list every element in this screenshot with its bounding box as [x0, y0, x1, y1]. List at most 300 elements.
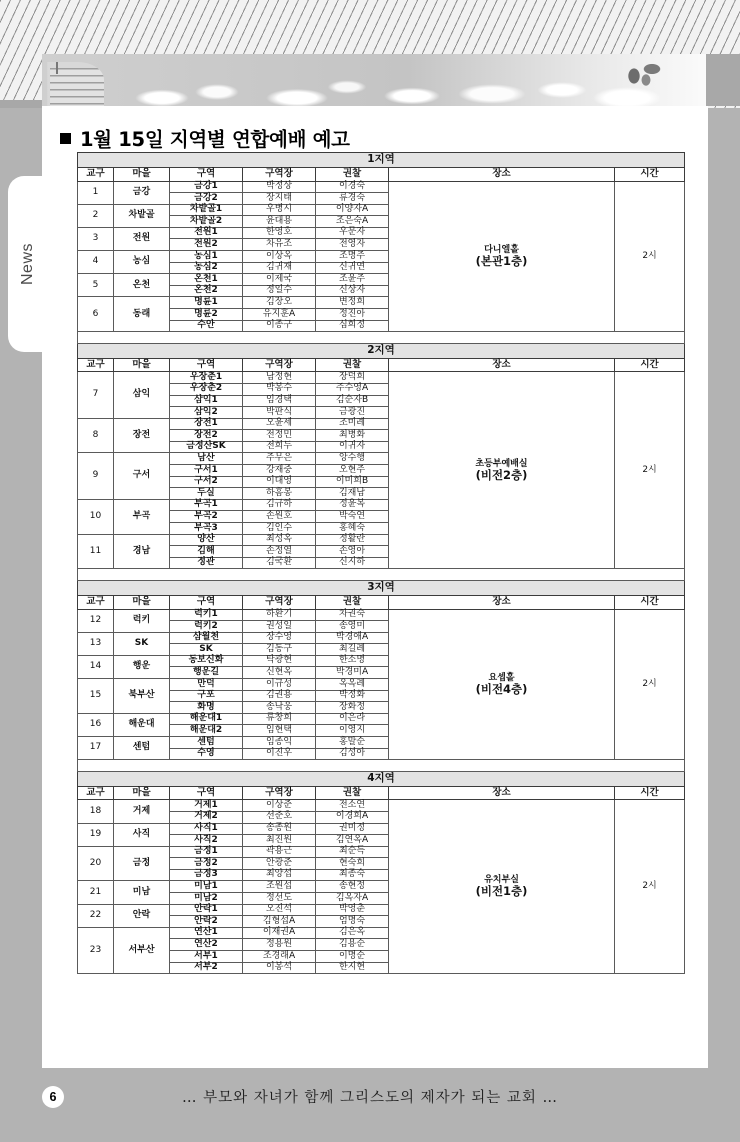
- table-row: [78, 181, 685, 193]
- district-leader-cell: 정일수: [243, 285, 316, 297]
- district-cell: 삼익2: [170, 407, 243, 419]
- warden-cell: 전소연: [316, 800, 389, 812]
- column-header-4: 권찰: [316, 168, 389, 182]
- warden-cell: 조미례: [316, 418, 389, 430]
- parish-cell: 6: [78, 297, 114, 332]
- district-cell: SK: [170, 644, 243, 656]
- column-header-3: 구역장: [243, 596, 316, 610]
- parish-cell: 11: [78, 534, 114, 569]
- district-leader-cell: 하환기: [243, 609, 316, 621]
- column-header-6: 시간: [615, 786, 685, 800]
- district-cell: 차밭골1: [170, 204, 243, 216]
- district-cell: 우장춘1: [170, 372, 243, 384]
- village-cell: 해운대: [114, 713, 170, 736]
- village-cell: 안락: [114, 904, 170, 927]
- page-title-row: [60, 124, 350, 152]
- district-cell: 차밭골2: [170, 216, 243, 228]
- column-header-0: 교구: [78, 358, 114, 372]
- district-cell: 해운대2: [170, 725, 243, 737]
- column-header-5: 장소: [389, 358, 615, 372]
- column-header-5: 장소: [389, 786, 615, 800]
- parish-cell: 20: [78, 846, 114, 881]
- district-leader-cell: 정선도: [243, 893, 316, 905]
- zone-title-row: [78, 153, 685, 168]
- district-cell: 서부1: [170, 951, 243, 963]
- warden-cell: 조명주: [316, 251, 389, 263]
- district-leader-cell: 김귀재: [243, 262, 316, 274]
- warden-cell: 최병화: [316, 430, 389, 442]
- district-leader-cell: 이규성: [243, 679, 316, 691]
- time-cell: 2시: [615, 609, 685, 760]
- village-cell: 차밭골: [114, 204, 170, 227]
- zone-title-row: [78, 771, 685, 786]
- zone-spacer: [78, 569, 685, 581]
- time-cell: 2시: [615, 181, 685, 332]
- district-cell: 농심2: [170, 262, 243, 274]
- parish-cell: 18: [78, 800, 114, 823]
- district-leader-cell: 장수영: [243, 632, 316, 644]
- zone-title: 4지역: [78, 771, 685, 786]
- place-cell: [389, 181, 615, 332]
- district-leader-cell: 박봉수: [243, 383, 316, 395]
- warden-cell: 이미희B: [316, 476, 389, 488]
- district-cell: 농심1: [170, 251, 243, 263]
- district-cell: 럭키1: [170, 609, 243, 621]
- district-leader-cell: 김인수: [243, 523, 316, 535]
- warden-cell: 오현주: [316, 465, 389, 477]
- district-cell: 수영: [170, 748, 243, 760]
- warden-cell: 신지하: [316, 557, 389, 569]
- warden-cell: 조윤주: [316, 274, 389, 286]
- district-cell: 금정3: [170, 869, 243, 881]
- district-leader-cell: 차유조: [243, 239, 316, 251]
- warden-cell: 김성아: [316, 748, 389, 760]
- parish-cell: 4: [78, 251, 114, 274]
- district-leader-cell: 이재권A: [243, 927, 316, 939]
- column-header-1: 마을: [114, 786, 170, 800]
- district-leader-cell: 임경택: [243, 395, 316, 407]
- parish-cell: 2: [78, 204, 114, 227]
- column-header-6: 시간: [615, 358, 685, 372]
- warden-cell: 조은숙A: [316, 216, 389, 228]
- column-header-2: 구역: [170, 358, 243, 372]
- mast-icon: [56, 62, 58, 74]
- parish-cell: 23: [78, 927, 114, 973]
- district-leader-cell: 전정민: [243, 430, 316, 442]
- district-cell: 구서1: [170, 465, 243, 477]
- table-row: [78, 609, 685, 621]
- district-leader-cell: 주무은: [243, 453, 316, 465]
- district-leader-cell: 하흠봉: [243, 488, 316, 500]
- parish-cell: 10: [78, 499, 114, 534]
- district-leader-cell: 류창희: [243, 713, 316, 725]
- district-cell: 행운길: [170, 667, 243, 679]
- village-cell: 미남: [114, 881, 170, 904]
- district-cell: 화명: [170, 702, 243, 714]
- district-leader-cell: 정용원: [243, 939, 316, 951]
- district-leader-cell: 조원섭: [243, 881, 316, 893]
- place-name: 초등부예배실: [475, 458, 528, 469]
- column-header-3: 구역장: [243, 168, 316, 182]
- banner-right-cap: [706, 54, 740, 106]
- warden-cell: 한지현: [316, 962, 389, 974]
- warden-cell: 주수영A: [316, 383, 389, 395]
- table-row: [78, 800, 685, 812]
- village-cell: 센텀: [114, 737, 170, 760]
- district-cell: 남산: [170, 453, 243, 465]
- warden-cell: 송현정: [316, 881, 389, 893]
- column-header-row: [78, 786, 685, 800]
- district-leader-cell: 손원호: [243, 511, 316, 523]
- warden-cell: 엄명숙: [316, 916, 389, 928]
- zone-spacer: [78, 332, 685, 344]
- district-leader-cell: 최앙섭: [243, 869, 316, 881]
- warden-cell: 박경애A: [316, 632, 389, 644]
- district-leader-cell: 김권용: [243, 690, 316, 702]
- district-leader-cell: 이봉석: [243, 962, 316, 974]
- district-leader-cell: 조경래A: [243, 951, 316, 963]
- zone-spacer-cell: [78, 760, 685, 772]
- place-name: 요셉홀: [488, 672, 515, 683]
- village-cell: 구서: [114, 453, 170, 499]
- warden-cell: 박경미A: [316, 667, 389, 679]
- district-cell: 삼월천: [170, 632, 243, 644]
- warden-cell: 박영춘: [316, 904, 389, 916]
- column-header-2: 구역: [170, 596, 243, 610]
- warden-cell: 이양자A: [316, 204, 389, 216]
- warden-cell: 이은라: [316, 713, 389, 725]
- banner-left-cap: [0, 100, 42, 108]
- village-cell: 금정: [114, 846, 170, 881]
- column-header-2: 구역: [170, 786, 243, 800]
- village-cell: 경남: [114, 534, 170, 569]
- warden-cell: 김순자B: [316, 395, 389, 407]
- column-header-6: 시간: [615, 596, 685, 610]
- warden-cell: 이영지: [316, 725, 389, 737]
- schedule-table: [77, 152, 685, 974]
- column-header-0: 교구: [78, 168, 114, 182]
- district-cell: 금강1: [170, 181, 243, 193]
- village-cell: 장전: [114, 418, 170, 453]
- warden-cell: 손영아: [316, 546, 389, 558]
- column-header-0: 교구: [78, 596, 114, 610]
- village-cell: 금강: [114, 181, 170, 204]
- village-cell: 동래: [114, 297, 170, 332]
- district-cell: 동보신화: [170, 655, 243, 667]
- district-leader-cell: 김장오: [243, 297, 316, 309]
- place-floor: (비전4층): [475, 682, 528, 697]
- column-header-3: 구역장: [243, 358, 316, 372]
- zone-title: 1지역: [78, 153, 685, 168]
- column-header-1: 마을: [114, 168, 170, 182]
- district-cell: 연산2: [170, 939, 243, 951]
- square-bullet-icon: [60, 133, 71, 144]
- district-cell: 전원1: [170, 227, 243, 239]
- parish-cell: 3: [78, 227, 114, 250]
- header-banner: [0, 0, 740, 108]
- district-cell: 금강2: [170, 193, 243, 205]
- district-leader-cell: 우병시: [243, 204, 316, 216]
- warden-cell: 신귀연: [316, 262, 389, 274]
- district-cell: 장전1: [170, 418, 243, 430]
- district-cell: 안락1: [170, 904, 243, 916]
- parish-cell: 12: [78, 609, 114, 632]
- district-cell: 부곡3: [170, 523, 243, 535]
- district-leader-cell: 오진석: [243, 904, 316, 916]
- zone-title-row: [78, 343, 685, 358]
- district-cell: 명륜2: [170, 309, 243, 321]
- district-cell: 안락2: [170, 916, 243, 928]
- village-cell: 삼익: [114, 372, 170, 418]
- village-cell: 북부산: [114, 679, 170, 714]
- column-header-4: 권찰: [316, 596, 389, 610]
- parish-cell: 8: [78, 418, 114, 453]
- warden-cell: 앙수행: [316, 453, 389, 465]
- district-leader-cell: 이상준: [243, 800, 316, 812]
- district-leader-cell: 김형섭A: [243, 916, 316, 928]
- district-cell: 부곡2: [170, 511, 243, 523]
- parish-cell: 17: [78, 737, 114, 760]
- district-cell: 수안: [170, 320, 243, 332]
- warden-cell: 한소명: [316, 655, 389, 667]
- warden-cell: 류경숙: [316, 193, 389, 205]
- district-cell: 구포: [170, 690, 243, 702]
- district-leader-cell: 임종익: [243, 737, 316, 749]
- district-leader-cell: 선준호: [243, 811, 316, 823]
- district-leader-cell: 유지훈A: [243, 309, 316, 321]
- warden-cell: 전영자: [316, 239, 389, 251]
- district-leader-cell: 신현옥: [243, 667, 316, 679]
- district-cell: 전원2: [170, 239, 243, 251]
- parish-cell: 16: [78, 713, 114, 736]
- district-cell: 사직1: [170, 823, 243, 835]
- village-cell: 부곡: [114, 499, 170, 534]
- district-cell: 삼익1: [170, 395, 243, 407]
- column-header-1: 마을: [114, 358, 170, 372]
- page-number-badge: 6: [42, 1086, 64, 1108]
- column-header-6: 시간: [615, 168, 685, 182]
- district-leader-cell: 남정현: [243, 372, 316, 384]
- parish-cell: 7: [78, 372, 114, 418]
- district-cell: 럭키2: [170, 621, 243, 633]
- parish-cell: 15: [78, 679, 114, 714]
- district-cell: 장전2: [170, 430, 243, 442]
- warden-cell: 김옥자A: [316, 893, 389, 905]
- village-cell: 행운: [114, 655, 170, 678]
- district-cell: 금정2: [170, 858, 243, 870]
- warden-cell: 박숙연: [316, 511, 389, 523]
- column-header-row: [78, 596, 685, 610]
- column-header-row: [78, 168, 685, 182]
- district-cell: 양산: [170, 534, 243, 546]
- district-leader-cell: 오윤세: [243, 418, 316, 430]
- zone-title-row: [78, 581, 685, 596]
- place-name: 유치부실: [484, 875, 519, 886]
- column-header-0: 교구: [78, 786, 114, 800]
- district-leader-cell: 김동구: [243, 644, 316, 656]
- district-leader-cell: 송종원: [243, 823, 316, 835]
- district-cell: 구서2: [170, 476, 243, 488]
- page-title: 1월 15일 지역별 연합예배 예고: [80, 128, 350, 151]
- parish-cell: 13: [78, 632, 114, 655]
- warden-cell: 김재남: [316, 488, 389, 500]
- village-cell: 사직: [114, 823, 170, 846]
- district-cell: 금정1: [170, 846, 243, 858]
- zone-title: 2지역: [78, 343, 685, 358]
- village-cell: 온천: [114, 274, 170, 297]
- district-cell: 거제1: [170, 800, 243, 812]
- place-floor: (비전2층): [475, 468, 528, 483]
- place-cell: [389, 800, 615, 974]
- district-leader-cell: 장지태: [243, 193, 316, 205]
- district-cell: 서부2: [170, 962, 243, 974]
- warden-cell: 정윤복: [316, 499, 389, 511]
- warden-cell: 이귀자: [316, 441, 389, 453]
- warden-cell: 이경숙: [316, 181, 389, 193]
- district-leader-cell: 한영호: [243, 227, 316, 239]
- zone-title: 3지역: [78, 581, 685, 596]
- warden-cell: 옥옥례: [316, 679, 389, 691]
- warden-cell: 최종숙: [316, 869, 389, 881]
- warden-cell: 금광진: [316, 407, 389, 419]
- district-leader-cell: 송낙웅: [243, 702, 316, 714]
- parish-cell: 22: [78, 904, 114, 927]
- district-cell: 정관: [170, 557, 243, 569]
- district-cell: 온천1: [170, 274, 243, 286]
- village-cell: 럭키: [114, 609, 170, 632]
- district-leader-cell: 이대영: [243, 476, 316, 488]
- warden-cell: 김은옥: [316, 927, 389, 939]
- district-leader-cell: 임현택: [243, 725, 316, 737]
- district-cell: 온천2: [170, 285, 243, 297]
- parish-cell: 9: [78, 453, 114, 499]
- district-leader-cell: 박정상: [243, 181, 316, 193]
- column-header-5: 장소: [389, 168, 615, 182]
- warden-cell: 송영미: [316, 621, 389, 633]
- schedule-table-wrap: [77, 152, 684, 974]
- parish-cell: 21: [78, 881, 114, 904]
- parish-cell: 19: [78, 823, 114, 846]
- zone-spacer-cell: [78, 332, 685, 344]
- warden-cell: 이명순: [316, 951, 389, 963]
- warden-cell: 변정희: [316, 297, 389, 309]
- district-leader-cell: 손정열: [243, 546, 316, 558]
- district-leader-cell: 권성일: [243, 621, 316, 633]
- side-tab-news[interactable]: [8, 176, 48, 352]
- district-leader-cell: 윤대용: [243, 216, 316, 228]
- warden-cell: 김연옥A: [316, 835, 389, 847]
- warden-cell: 홍혜숙: [316, 523, 389, 535]
- district-cell: 센텀: [170, 737, 243, 749]
- parish-cell: 5: [78, 274, 114, 297]
- warden-cell: 홍말순: [316, 737, 389, 749]
- parish-cell: 14: [78, 655, 114, 678]
- time-cell: 2시: [615, 800, 685, 974]
- warden-cell: 이경희A: [316, 811, 389, 823]
- district-leader-cell: 최성옥: [243, 534, 316, 546]
- warden-cell: 현숙희: [316, 858, 389, 870]
- village-cell: 거제: [114, 800, 170, 823]
- place-name: 다니엘홀: [484, 244, 519, 255]
- parish-cell: 1: [78, 181, 114, 204]
- district-cell: 거제2: [170, 811, 243, 823]
- village-cell: 농심: [114, 251, 170, 274]
- building-icon: [42, 62, 104, 106]
- district-leader-cell: 안광준: [243, 858, 316, 870]
- district-cell: 김해: [170, 546, 243, 558]
- district-leader-cell: 김규하: [243, 499, 316, 511]
- warden-cell: 최길례: [316, 644, 389, 656]
- district-leader-cell: 강재중: [243, 465, 316, 477]
- district-leader-cell: 박판식: [243, 407, 316, 419]
- warden-cell: 신상자: [316, 285, 389, 297]
- warden-cell: 장덕희: [316, 372, 389, 384]
- warden-cell: 최순득: [316, 846, 389, 858]
- district-leader-cell: 이진우: [243, 748, 316, 760]
- time-cell: 2시: [615, 372, 685, 569]
- district-leader-cell: 이제국: [243, 274, 316, 286]
- column-header-3: 구역장: [243, 786, 316, 800]
- warden-cell: 정진아: [316, 309, 389, 321]
- district-leader-cell: 김국환: [243, 557, 316, 569]
- warden-cell: 권미정: [316, 823, 389, 835]
- column-header-4: 권찰: [316, 786, 389, 800]
- place-floor: (본관1층): [475, 254, 528, 269]
- zone-spacer-cell: [78, 569, 685, 581]
- column-header-4: 권찰: [316, 358, 389, 372]
- table-row: [78, 372, 685, 384]
- village-cell: SK: [114, 632, 170, 655]
- district-leader-cell: 탁광현: [243, 655, 316, 667]
- warden-cell: 김용순: [316, 939, 389, 951]
- bird-icon: [626, 60, 666, 90]
- district-cell: 미남2: [170, 893, 243, 905]
- warden-cell: 우문자: [316, 227, 389, 239]
- warden-cell: 차권숙: [316, 609, 389, 621]
- district-cell: 미남1: [170, 881, 243, 893]
- column-header-2: 구역: [170, 168, 243, 182]
- district-cell: 두실: [170, 488, 243, 500]
- warden-cell: 장화정: [316, 702, 389, 714]
- place-cell: [389, 609, 615, 760]
- district-cell: 해운대1: [170, 713, 243, 725]
- warden-cell: 정활란: [316, 534, 389, 546]
- warden-cell: 박정화: [316, 690, 389, 702]
- district-leader-cell: 최진원: [243, 835, 316, 847]
- district-leader-cell: 곽용근: [243, 846, 316, 858]
- warden-cell: 심희정: [316, 320, 389, 332]
- district-leader-cell: 이상옥: [243, 251, 316, 263]
- banner-photo: [42, 54, 708, 106]
- district-leader-cell: 전희두: [243, 441, 316, 453]
- column-header-row: [78, 358, 685, 372]
- district-cell: 연산1: [170, 927, 243, 939]
- district-cell: 금정산SK: [170, 441, 243, 453]
- district-cell: 우장춘2: [170, 383, 243, 395]
- district-leader-cell: 이종구: [243, 320, 316, 332]
- column-header-1: 마을: [114, 596, 170, 610]
- village-cell: 전원: [114, 227, 170, 250]
- district-cell: 사직2: [170, 835, 243, 847]
- footer-motto: … 부모와 자녀가 함께 그리스도의 제자가 되는 교회 …: [181, 1090, 558, 1106]
- place-cell: [389, 372, 615, 569]
- district-cell: 부곡1: [170, 499, 243, 511]
- place-floor: (비전1층): [475, 884, 528, 899]
- district-cell: 명륜1: [170, 297, 243, 309]
- district-cell: 만덕: [170, 679, 243, 691]
- side-tab-label: News: [19, 242, 36, 286]
- zone-spacer: [78, 760, 685, 772]
